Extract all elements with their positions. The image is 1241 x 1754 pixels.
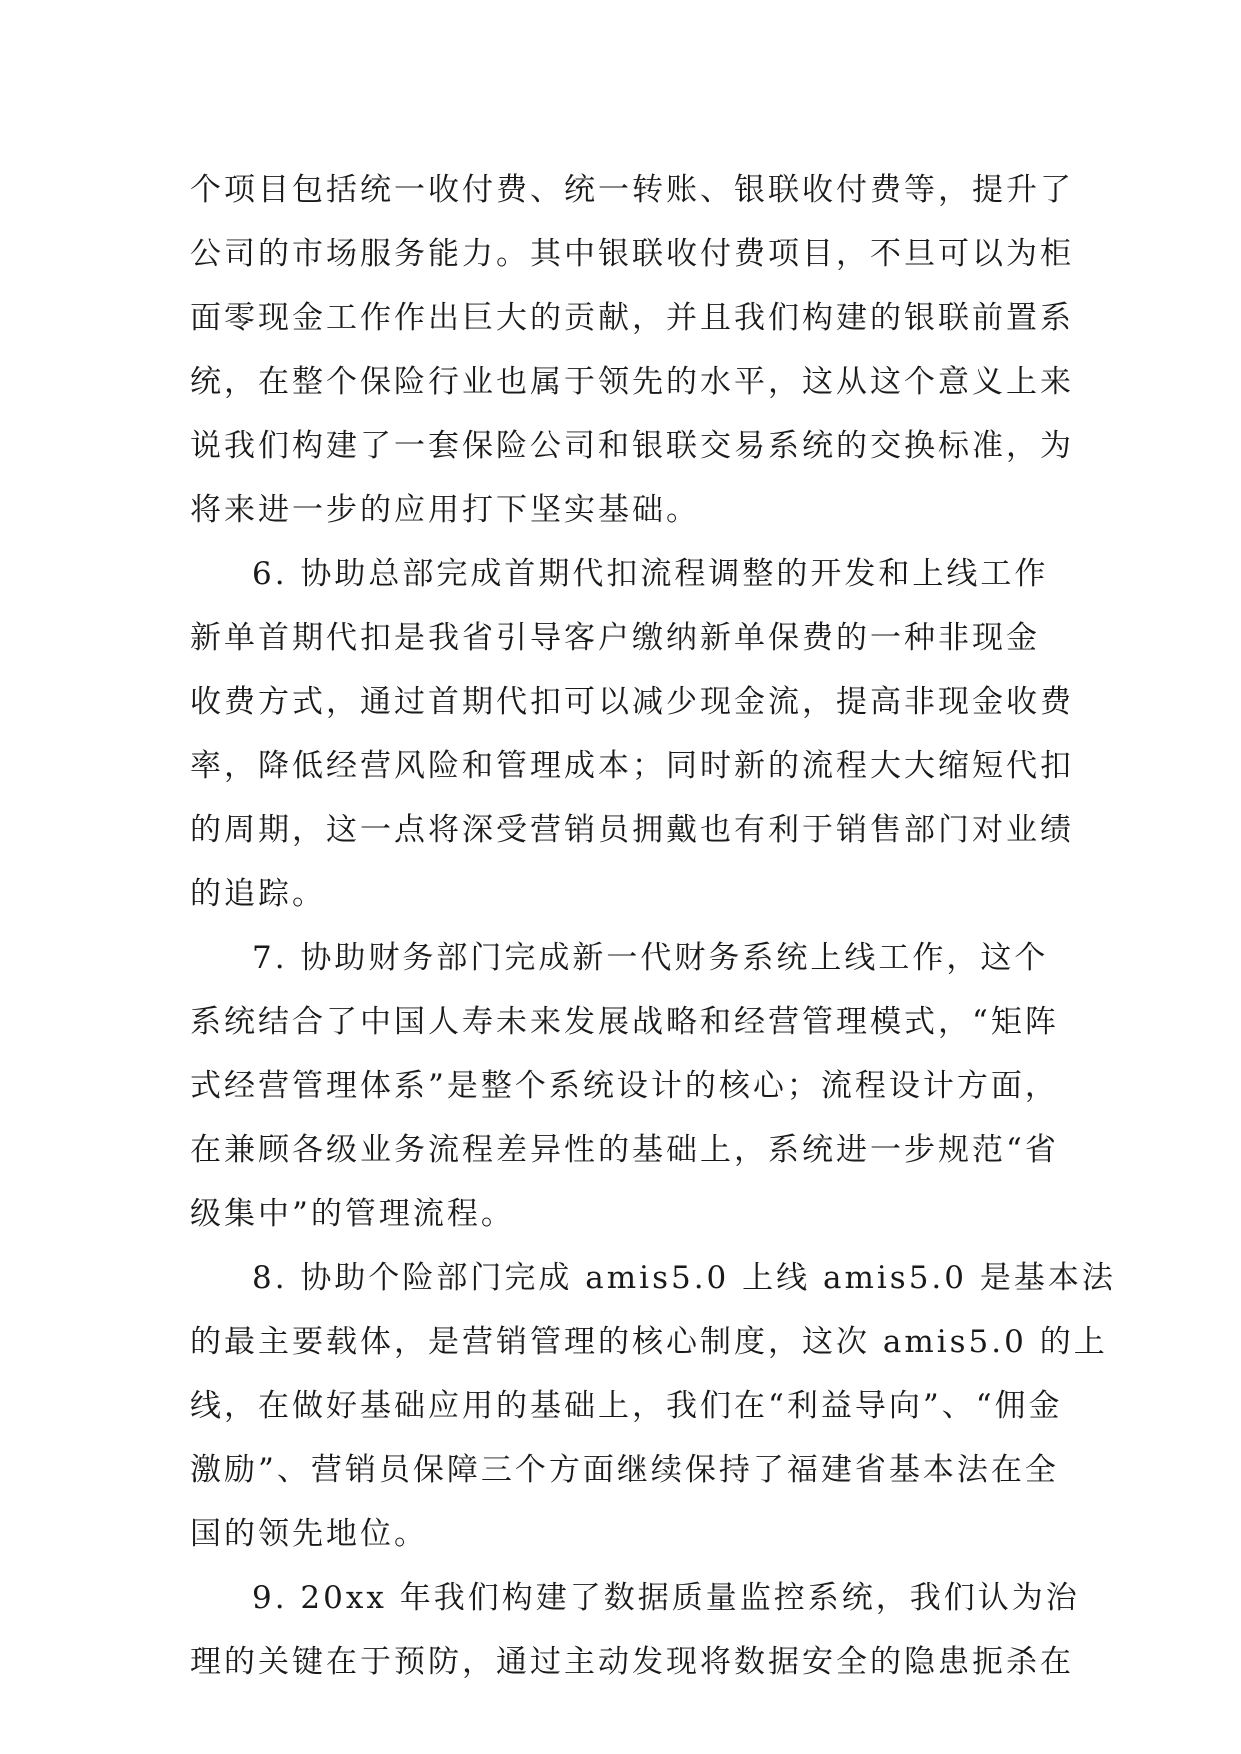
text-line: 收费方式，通过首期代扣可以减少现金流，提高非现金收费 [190, 684, 1074, 720]
text-line: 的周期，这一点将深受营销员拥戴也有利于销售部门对业绩 [190, 812, 1074, 848]
paragraph-first-line: 8. 协助个险部门完成 amis5.0 上线 amis5.0 是基本法 [252, 1260, 1116, 1296]
text-line: 理的关键在于预防，通过主动发现将数据安全的隐患扼杀在 [190, 1644, 1074, 1680]
paragraph-first-line: 7. 协助财务部门完成新一代财务系统上线工作，这个 [252, 940, 1049, 976]
text-line: 式经营管理体系”是整个系统设计的核心；流程设计方面， [190, 1068, 1059, 1104]
text-line: 的追踪。 [190, 876, 326, 912]
text-line: 系统结合了中国人寿未来发展战略和经营管理模式，“矩阵 [190, 1004, 1059, 1040]
paragraph-first-line: 9. 20xx 年我们构建了数据质量监控系统，我们认为治 [252, 1580, 1080, 1616]
text-line: 个项目包括统一收付费、统一转账、银联收付费等，提升了 [190, 172, 1074, 208]
paragraph-first-line: 6. 协助总部完成首期代扣流程调整的开发和上线工作 [252, 556, 1049, 592]
text-line: 率，降低经营风险和管理成本；同时新的流程大大缩短代扣 [190, 748, 1074, 784]
text-line: 面零现金工作作出巨大的贡献，并且我们构建的银联前置系 [190, 300, 1074, 336]
text-line: 级集中”的管理流程。 [190, 1196, 515, 1232]
text-line: 国的领先地位。 [190, 1516, 428, 1552]
text-line: 新单首期代扣是我省引导客户缴纳新单保费的一种非现金 [190, 620, 1040, 656]
text-line: 公司的市场服务能力。其中银联收付费项目，不旦可以为柜 [190, 236, 1074, 272]
text-line: 统，在整个保险行业也属于领先的水平，这从这个意义上来 [190, 364, 1074, 400]
text-line: 激励”、营销员保障三个方面继续保持了福建省基本法在全 [190, 1452, 1059, 1488]
text-line: 线，在做好基础应用的基础上，我们在“利益导向”、“佣金 [190, 1388, 1063, 1424]
text-line: 的最主要载体，是营销管理的核心制度，这次 amis5.0 的上 [190, 1324, 1108, 1360]
text-line: 在兼顾各级业务流程差异性的基础上，系统进一步规范“省 [190, 1132, 1059, 1168]
text-line: 说我们构建了一套保险公司和银联交易系统的交换标准，为 [190, 428, 1074, 464]
body-text [190, 158, 1116, 1694]
text-line: 将来进一步的应用打下坚实基础。 [190, 492, 700, 528]
